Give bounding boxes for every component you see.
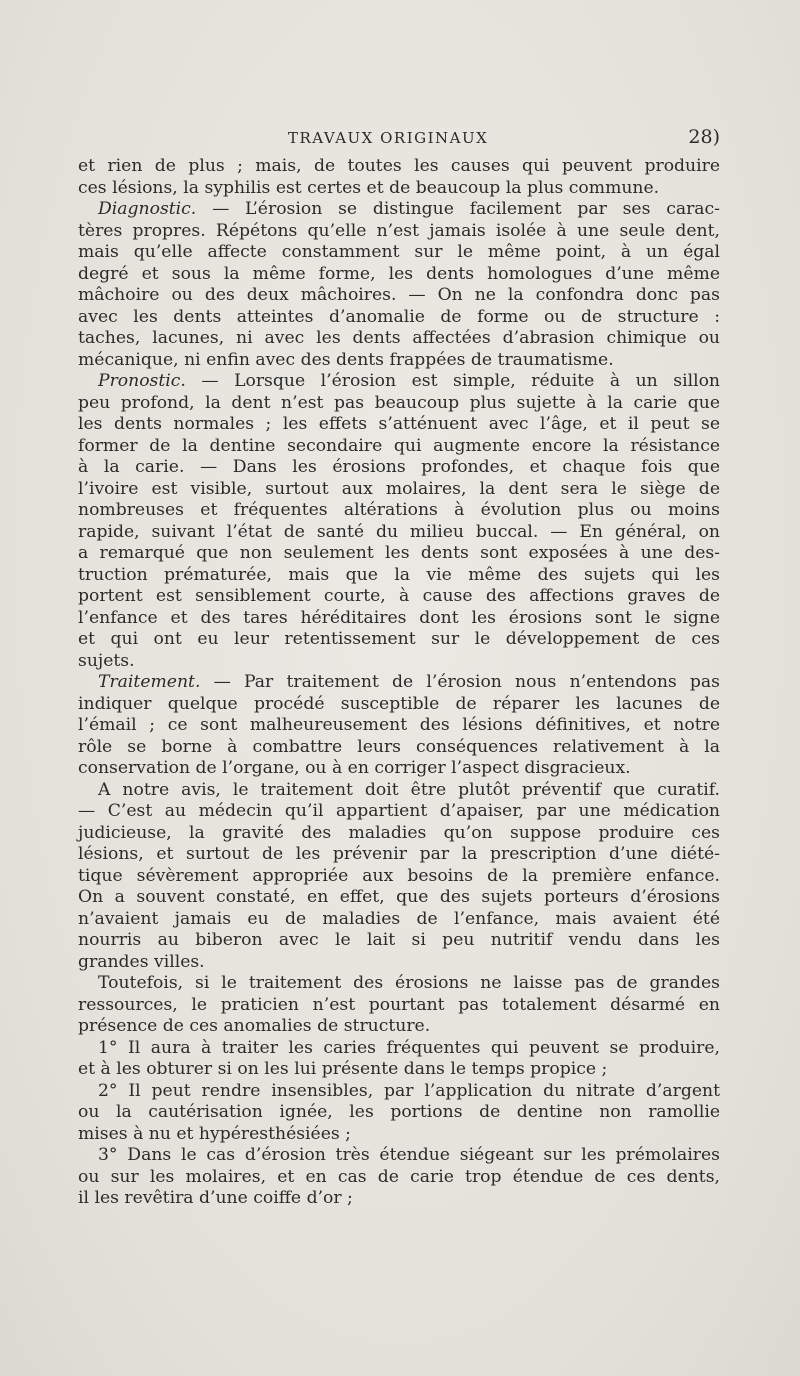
text-line: peu profond, la dent n’est pas beaucoup plus sujette à la carie que bbox=[78, 392, 720, 413]
text-line: mises à nu et hypéresthésiées ; bbox=[78, 1123, 351, 1144]
text-line: 3° Dans le cas d’érosion très étendue siégeant sur les prémolaires bbox=[98, 1145, 720, 1165]
text-line: 2° Il peut rendre insensibles, par l’application du nitrate d’argent bbox=[98, 1080, 720, 1101]
text-line: Toutefois, si le traitement des érosions ne laisse pas de grandes bbox=[98, 973, 720, 993]
text-line: 1° Il aura à traiter les caries fréquentes qui peuvent se produire, bbox=[98, 1037, 720, 1058]
text-line: l’ivoire est visible, surtout aux molaires, la dent sera le siège de bbox=[78, 478, 720, 499]
text-run: — Par traitement de l’érosion nous n’entendons pas bbox=[200, 672, 720, 692]
text-line bbox=[78, 371, 720, 393]
text-line: degré et sous la même forme, les dents homologues d’une même bbox=[78, 263, 720, 284]
text-line: A notre avis, le traitement doit être plutôt préventif que curatif. bbox=[98, 779, 720, 800]
text-line: taches, lacunes, ni avec les dents affectées d’abrasion chimique ou bbox=[78, 328, 720, 348]
text-line: les dents normales ; les effets s’atténuent avec l’âge, et il peut se bbox=[78, 414, 720, 434]
text-line: nombreuses et fréquentes altérations à évolution plus ou moins bbox=[78, 500, 720, 520]
text-line: former de la dentine secondaire qui augmente encore la résistance bbox=[78, 435, 720, 456]
text-line: grandes villes. bbox=[78, 951, 205, 972]
text-line: mâchoire ou des deux mâchoires. — On ne la confondra donc pas bbox=[78, 285, 720, 305]
section-heading-pronostic: Pronostic. bbox=[98, 371, 186, 391]
text-line: rapide, suivant l’état de santé du milieu buccal. — En général, on bbox=[78, 521, 720, 542]
text-line: n’avaient jamais eu de maladies de l’enfance, mais avaient été bbox=[78, 908, 720, 929]
text-line: ces lésions, la syphilis est certes et de beaucoup la plus commune. bbox=[78, 177, 660, 198]
text-line: et qui ont eu leur retentissement sur le développement de ces bbox=[78, 629, 720, 649]
text-line: sujets. bbox=[78, 650, 135, 671]
text-run: — L’érosion se distingue facilement par ses carac- bbox=[196, 199, 720, 219]
text-line: lésions, et surtout de les prévenir par la prescription d’une diété- bbox=[78, 844, 720, 864]
text-line: ressources, le praticien n’est pourtant pas totalement désarmé en bbox=[78, 994, 720, 1015]
text-line: ou la cautérisation ignée, les portions de dentine non ramollie bbox=[78, 1102, 720, 1122]
text-line bbox=[78, 199, 720, 221]
text-line: ou sur les molaires, et en cas de carie trop étendue de ces dents, bbox=[78, 1166, 720, 1187]
text-line: l’enfance et des tares héréditaires dont les érosions sont le signe bbox=[78, 607, 720, 628]
text-line: a remarqué que non seulement les dents sont exposées à une des- bbox=[78, 543, 720, 563]
text-line: à la carie. — Dans les érosions profondes, et chaque fois que bbox=[78, 457, 720, 477]
text-line: judicieuse, la gravité des maladies qu’on suppose produire ces bbox=[78, 822, 720, 843]
text-line: portent est sensiblement courte, à cause des affections graves de bbox=[78, 586, 720, 606]
text-line: mais qu’elle affecte constamment sur le même point, à un égal bbox=[78, 242, 720, 262]
running-title: TRAVAUX ORIGINAUX bbox=[288, 129, 489, 147]
section-heading-diagnostic: Diagnostic. bbox=[98, 199, 197, 219]
text-line: et à les obturer si on les lui présente dans le temps propice ; bbox=[78, 1059, 608, 1079]
text-line bbox=[78, 672, 720, 694]
text-line: — C’est au médecin qu’il appartient d’apaiser, par une médication bbox=[78, 801, 720, 821]
body-text bbox=[78, 156, 720, 1210]
text-line: tères propres. Répétons qu’elle n’est jamais isolée à une seule dent, bbox=[78, 220, 720, 241]
text-line: il les revêtira d’une coiffe d’or ; bbox=[78, 1188, 353, 1208]
text-line: tique sévèrement appropriée aux besoins de la première enfance. bbox=[78, 865, 720, 886]
text-line: rôle se borne à combattre leurs conséquences relativement à la bbox=[78, 736, 720, 757]
text-line: indiquer quelque procédé susceptible de réparer les lacunes de bbox=[78, 693, 720, 714]
text-run: — Lorsque l’érosion est simple, réduite à un sillon bbox=[185, 371, 720, 391]
text-line: et rien de plus ; mais, de toutes les causes qui peuvent produire bbox=[78, 156, 720, 176]
section-heading-traitement: Traitement. bbox=[98, 672, 201, 692]
page-number: 28) bbox=[688, 126, 720, 148]
text-line: conservation de l’organe, ou à en corriger l’aspect disgracieux. bbox=[78, 758, 631, 778]
page-header bbox=[78, 126, 720, 151]
text-line: avec les dents atteintes d’anomalie de forme ou de structure : bbox=[78, 306, 720, 327]
text-line: mécanique, ni enfin avec des dents frappées de traumatisme. bbox=[78, 349, 614, 370]
text-line: présence de ces anomalies de structure. bbox=[78, 1016, 431, 1036]
text-line: truction prématurée, mais que la vie même des sujets qui les bbox=[78, 564, 720, 585]
text-line: l’émail ; ce sont malheureusement des lésions définitives, et notre bbox=[78, 715, 720, 735]
text-line: On a souvent constaté, en effet, que des sujets porteurs d’érosions bbox=[78, 887, 720, 907]
text-line: nourris au biberon avec le lait si peu nutritif vendu dans les bbox=[78, 930, 720, 950]
